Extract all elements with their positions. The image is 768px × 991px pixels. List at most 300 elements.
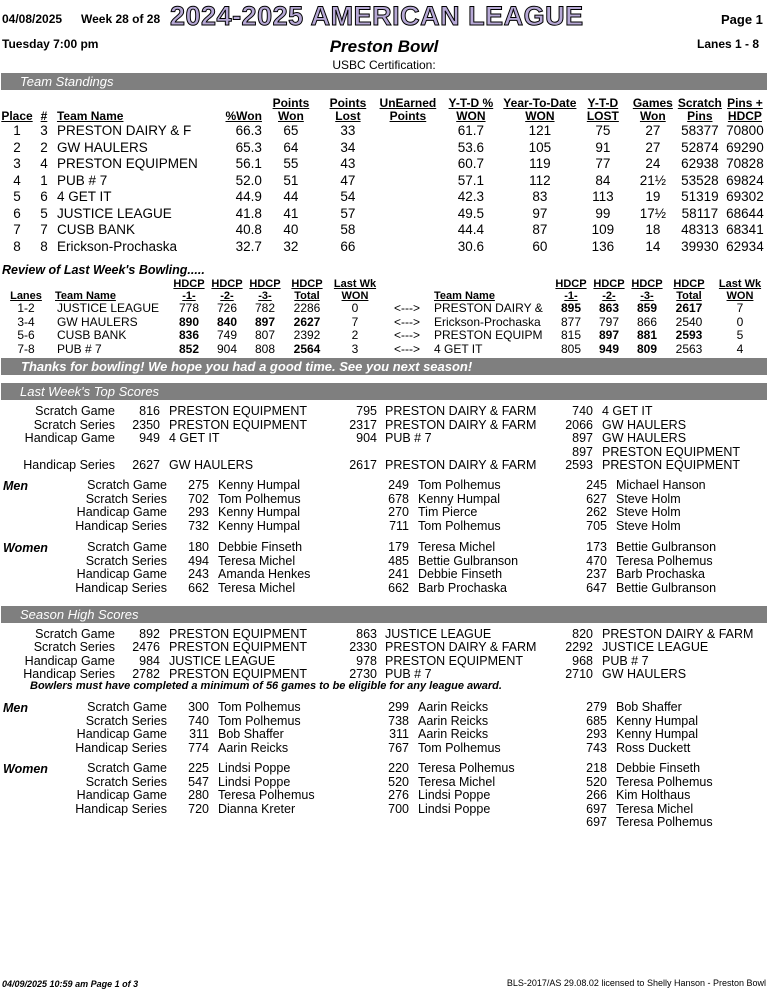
score-category: Scratch Series — [85, 553, 167, 568]
center-name: Preston Bowl — [329, 37, 439, 56]
score-value: 2593 — [565, 457, 593, 472]
score-value: 743 — [586, 740, 607, 755]
score-value: 276 — [388, 788, 409, 803]
team2-won: 4 — [736, 341, 744, 356]
score-value: 262 — [586, 505, 607, 520]
team2-name: Erickson-Prochaska — [434, 314, 541, 329]
men-group-label: Men — [3, 701, 28, 715]
place: 8 — [13, 238, 21, 254]
bowler-name: Kenny Humpal — [218, 478, 300, 492]
score-category: Handicap Series — [75, 580, 167, 595]
pins-hdcp: 69302 — [726, 189, 764, 204]
team1-won: 7 — [351, 314, 359, 329]
score-value: 300 — [188, 700, 209, 714]
league-title: 2024-2025 AMERICAN LEAGUE — [170, 1, 584, 31]
points-won: 44 — [283, 189, 299, 204]
bowler-name: Barb Prochaska — [418, 580, 507, 595]
bowler-name: Teresa Michel — [616, 801, 694, 816]
score-value: 243 — [188, 567, 209, 582]
score-category: Handicap Series — [23, 666, 115, 681]
score-value: 662 — [388, 580, 409, 595]
score-value: 2317 — [349, 417, 377, 432]
section-title: Season High Scores — [20, 607, 139, 622]
place: 3 — [13, 156, 21, 171]
score-value: 293 — [586, 727, 607, 742]
score-value: 2476 — [132, 640, 160, 655]
score-value: 662 — [188, 580, 209, 595]
score-category: Scratch Game — [35, 404, 115, 418]
score-team: PRESTON EQUIPMENT — [169, 627, 307, 641]
points-lost: 34 — [340, 139, 356, 155]
bowler-name: Tom Polhemus — [218, 491, 301, 506]
ytd-lost: 75 — [595, 123, 611, 138]
team2-total: 2593 — [675, 328, 703, 342]
score-value: 220 — [388, 761, 409, 775]
scratch-pins: 62938 — [681, 156, 719, 171]
standings-header-row — [0, 93, 768, 123]
score-value: 280 — [188, 788, 209, 803]
score-value: 720 — [188, 801, 209, 816]
score-value: 279 — [586, 700, 607, 714]
team1-won: 2 — [351, 328, 359, 342]
bowler-name: Kenny Humpal — [616, 713, 698, 728]
score-team: PRESTON EQUIPMENT — [602, 444, 740, 459]
section-title: Team Standings — [20, 74, 114, 89]
bowler-name: Ross Duckett — [616, 740, 691, 755]
games-won: 14 — [645, 238, 661, 254]
ytd-won: 60 — [532, 238, 548, 254]
score-value: 892 — [139, 627, 160, 641]
col-games-won: Games Won — [632, 96, 673, 123]
ytd-lost: 91 — [595, 139, 611, 155]
score-category: Scratch Series — [33, 417, 115, 432]
team2-game: 897 — [598, 328, 620, 342]
bowler-name: Lindsi Poppe — [418, 801, 491, 816]
score-value: 485 — [388, 553, 409, 568]
bowler-name: Steve Holm — [616, 518, 681, 533]
bowler-name: Kenny Humpal — [218, 505, 300, 520]
team1-name: GW HAULERS — [57, 314, 138, 329]
pct-won: 56.1 — [235, 156, 262, 171]
score-category: Scratch Series — [85, 713, 167, 728]
score-team: JUSTICE LEAGUE — [602, 640, 709, 655]
score-team: PRESTON EQUIPMENT — [169, 404, 307, 418]
day-time: Tuesday 7:00 pm — [2, 37, 99, 51]
score-value: 237 — [586, 567, 607, 582]
col-points-lost: Points Lost — [329, 96, 367, 123]
points-lost: 47 — [340, 172, 356, 188]
pins-hdcp: 69290 — [726, 139, 764, 155]
team1-total: 2392 — [293, 328, 321, 342]
pct-won: 44.9 — [235, 189, 262, 204]
points-won: 51 — [283, 172, 299, 188]
bowler-name: Lindsi Poppe — [418, 788, 491, 803]
col-ytd-pct: Y-T-D % WON — [448, 96, 494, 123]
score-value: 705 — [586, 518, 607, 533]
standings-row — [0, 189, 768, 206]
unearned-points — [376, 156, 440, 173]
col-unearned: UnEarned Points — [379, 96, 437, 123]
bowler-name: Teresa Michel — [418, 540, 496, 554]
team2-game: 866 — [636, 314, 658, 329]
team-name: PRESTON DAIRY & F — [56, 123, 192, 138]
ytd-pct: 30.6 — [457, 238, 485, 254]
score-value: 700 — [388, 801, 409, 816]
score-category: Handicap Series — [23, 457, 115, 472]
score-value: 863 — [356, 627, 377, 641]
team-number: 7 — [40, 222, 48, 237]
score-team: PRESTON DAIRY & FARM — [385, 404, 537, 418]
bowler-name: Aarin Reicks — [418, 700, 489, 714]
unearned-points — [376, 222, 440, 239]
games-won: 17½ — [639, 205, 666, 221]
week-label: Week 28 of 28 — [81, 12, 161, 26]
team2-game: 949 — [598, 341, 620, 356]
score-value: 738 — [388, 713, 409, 728]
bowler-name: Bettie Gulbranson — [616, 540, 717, 554]
score-value: 2330 — [349, 640, 377, 655]
team1-game: 904 — [216, 341, 238, 356]
unearned-points — [376, 206, 440, 223]
standings-row — [0, 123, 768, 140]
team1-won: 0 — [351, 301, 359, 315]
men-group-label: Men — [3, 479, 28, 493]
points-won: 32 — [283, 238, 299, 254]
team2-won: 5 — [736, 328, 744, 342]
bowler-name: Lindsi Poppe — [218, 761, 291, 775]
pins-hdcp: 69824 — [726, 172, 764, 188]
col-t2-won: Last Wk WON — [718, 278, 762, 302]
print-stamp: 04/09/2025 10:59 am Page 1 of 3 — [2, 979, 139, 989]
place: 2 — [13, 139, 21, 155]
ytd-won: 83 — [532, 189, 548, 204]
col-t2-g2: HDCP -2- — [593, 278, 625, 302]
standings-table — [0, 93, 768, 255]
points-won: 40 — [283, 222, 299, 237]
team-number: 1 — [40, 172, 48, 188]
pct-won: 52.0 — [235, 172, 262, 188]
score-value: 816 — [139, 404, 160, 418]
ytd-lost: 136 — [591, 238, 615, 254]
versus-arrow: <---> — [393, 328, 420, 342]
col-points-won: Points Won — [272, 96, 310, 123]
score-value: 494 — [188, 553, 209, 568]
score-team: PRESTON DAIRY & FARM — [385, 417, 537, 432]
score-value: 2730 — [349, 666, 377, 681]
score-team: PUB # 7 — [602, 653, 649, 668]
score-value: 740 — [572, 404, 593, 418]
ytd-lost: 84 — [595, 172, 611, 188]
bowler-name: Teresa Polhemus — [616, 815, 713, 830]
score-team: GW HAULERS — [169, 457, 254, 472]
pct-won: 41.8 — [235, 205, 262, 221]
score-team: PRESTON EQUIPMENT — [385, 653, 523, 668]
bowler-name: Bob Shaffer — [616, 700, 682, 714]
points-lost: 66 — [340, 238, 356, 254]
score-value: 547 — [188, 774, 209, 789]
ytd-pct: 53.6 — [457, 139, 485, 155]
scratch-pins: 39930 — [681, 238, 719, 254]
ytd-won: 119 — [529, 156, 551, 171]
standings-row — [0, 140, 768, 157]
ytd-won: 121 — [528, 123, 552, 138]
col-scratch-pins: Scratch Pins — [677, 96, 722, 123]
score-value: 520 — [586, 774, 607, 789]
score-category: Scratch Game — [87, 540, 167, 554]
pins-hdcp: 68644 — [726, 205, 764, 221]
pct-won: 40.8 — [235, 222, 262, 237]
col-pct-won: %Won — [225, 109, 262, 123]
score-value: 225 — [188, 761, 209, 775]
scratch-pins: 58117 — [681, 205, 719, 221]
bowler-name: Aarin Reicks — [418, 713, 489, 728]
pins-hdcp: 70828 — [726, 156, 764, 171]
bowler-name: Kenny Humpal — [616, 727, 698, 742]
team-number: 3 — [40, 123, 48, 138]
score-value: 270 — [388, 505, 409, 520]
scratch-pins: 48313 — [681, 222, 719, 237]
team2-name: PRESTON DAIRY & — [434, 301, 543, 315]
license-text: BLS-2017/AS 29.08.02 licensed to Shelly Hanson - Preston Bowl — [506, 978, 766, 988]
points-lost: 33 — [340, 123, 356, 138]
score-team: PRESTON EQUIPMENT — [169, 666, 307, 681]
standings-row — [0, 173, 768, 190]
bowler-name: Debbie Finseth — [218, 540, 303, 554]
team1-game: 840 — [216, 314, 238, 329]
lanes: 1-2 — [17, 301, 35, 315]
games-won: 27 — [645, 139, 661, 155]
team2-won: 0 — [736, 314, 744, 329]
bowler-name: Debbie Finseth — [418, 567, 503, 582]
place: 6 — [13, 205, 21, 221]
team1-game: 726 — [216, 301, 238, 315]
points-won: 65 — [283, 123, 299, 138]
bowler-name: Teresa Polhemus — [418, 761, 515, 775]
team-name: CUSB BANK — [56, 222, 135, 237]
versus-arrow: <---> — [393, 314, 420, 329]
games-won: 19 — [645, 189, 661, 204]
bowler-name: Teresa Michel — [418, 774, 496, 789]
score-value: 241 — [388, 567, 409, 582]
score-value: 180 — [188, 540, 209, 554]
score-team: PRESTON DAIRY & FARM — [385, 640, 537, 655]
score-category: Handicap Game — [76, 505, 167, 520]
team2-game: 809 — [636, 341, 658, 356]
col-number: # — [40, 109, 48, 123]
lanes: 3-4 — [17, 314, 35, 329]
score-value: 266 — [586, 788, 607, 803]
score-value: 897 — [572, 431, 593, 445]
team-name: GW HAULERS — [56, 139, 148, 155]
scratch-pins: 58377 — [681, 123, 719, 138]
women-group-label: Women — [3, 762, 48, 776]
points-lost: 54 — [340, 189, 356, 204]
score-value: 218 — [586, 761, 607, 775]
team1-game: 897 — [254, 314, 276, 329]
team2-game: 805 — [560, 341, 582, 356]
team1-game: 890 — [178, 314, 200, 329]
team2-total: 2540 — [675, 314, 703, 329]
score-category: Handicap Game — [24, 431, 115, 445]
team1-name: JUSTICE LEAGUE — [57, 301, 160, 315]
team2-won: 7 — [736, 301, 744, 315]
score-category: Handicap Game — [76, 788, 167, 803]
col-t2-g3: HDCP -3- — [631, 278, 663, 302]
score-category: Handicap Series — [75, 740, 167, 755]
ytd-won: 87 — [532, 222, 548, 237]
bowler-name: Aarin Reicks — [218, 740, 289, 755]
score-category: Handicap Game — [76, 567, 167, 582]
place: 7 — [13, 222, 21, 237]
bowler-name: Aarin Reicks — [418, 727, 489, 742]
top-scores-header — [1, 383, 767, 400]
points-won: 55 — [283, 156, 299, 171]
team1-won: 3 — [351, 341, 359, 356]
col-t1-won: Last Wk WON — [333, 278, 377, 302]
team1-name: CUSB BANK — [57, 328, 127, 342]
bowler-name: Tom Polhemus — [218, 713, 301, 728]
score-category: Scratch Game — [87, 700, 167, 714]
bowler-name: Teresa Michel — [218, 553, 296, 568]
col-pins-hdcp: Pins + HDCP — [727, 96, 763, 123]
review-row — [0, 343, 768, 357]
score-team: JUSTICE LEAGUE — [169, 653, 276, 668]
ytd-won: 105 — [528, 139, 552, 155]
team-number: 6 — [40, 189, 48, 204]
score-category: Scratch Series — [33, 640, 115, 655]
ytd-pct: 44.4 — [457, 222, 485, 237]
team1-total: 2286 — [293, 301, 321, 315]
games-won: 24 — [645, 156, 661, 171]
eligibility-note: Bowlers must have completed a minimum of 56 games to be eligible for any league award. — [30, 680, 502, 692]
score-value: 470 — [586, 553, 607, 568]
score-value: 820 — [572, 627, 593, 641]
score-value: 711 — [389, 518, 409, 533]
bowler-name: Steve Holm — [616, 505, 681, 520]
team1-game: 807 — [254, 328, 276, 342]
score-category: Handicap Series — [75, 801, 167, 816]
team1-total: 2564 — [293, 341, 321, 356]
col-t1-g1: HDCP -1- — [173, 278, 205, 302]
score-value: 949 — [139, 431, 160, 445]
bowler-name: Kenny Humpal — [218, 518, 300, 533]
col-place: Place — [1, 109, 33, 123]
team-number: 2 — [40, 139, 48, 155]
bowler-name: Kim Holthaus — [616, 788, 691, 803]
team1-game: 808 — [254, 341, 276, 356]
score-value: 2066 — [565, 417, 593, 432]
score-value: 245 — [586, 478, 607, 492]
score-team: PUB # 7 — [385, 431, 432, 445]
col-t2-g1: HDCP -1- — [555, 278, 587, 302]
ytd-pct: 57.1 — [457, 172, 485, 188]
team1-game: 749 — [216, 328, 238, 342]
score-team: PRESTON EQUIPMENT — [169, 417, 307, 432]
pins-hdcp: 62934 — [726, 238, 764, 254]
score-value: 2617 — [349, 457, 377, 472]
score-value: 2710 — [565, 666, 593, 681]
score-value: 249 — [388, 478, 409, 492]
team-number: 8 — [40, 238, 48, 254]
score-team: GW HAULERS — [602, 431, 687, 445]
games-won: 18 — [645, 222, 661, 237]
score-value: 685 — [586, 713, 607, 728]
bowler-name: Debbie Finseth — [616, 761, 701, 775]
bowler-name: Tom Polhemus — [418, 478, 501, 492]
ytd-pct: 61.7 — [457, 123, 485, 138]
team2-game: 863 — [598, 301, 620, 315]
score-value: 2292 — [565, 640, 593, 655]
points-lost: 58 — [340, 222, 356, 237]
bowler-name: Tom Polhemus — [418, 740, 501, 755]
score-value: 678 — [388, 491, 409, 506]
score-value: 293 — [188, 505, 209, 520]
score-category: Scratch Series — [85, 774, 167, 789]
score-category: Handicap Series — [75, 518, 167, 533]
pct-won: 66.3 — [235, 123, 262, 138]
score-team: GW HAULERS — [602, 666, 687, 681]
score-category: Handicap Game — [76, 727, 167, 742]
bowler-name: Amanda Henkes — [218, 567, 311, 582]
review-title: Review of Last Week's Bowling..... — [2, 263, 205, 277]
score-value: 732 — [188, 518, 209, 533]
review-row — [0, 329, 768, 343]
score-category: Handicap Game — [24, 653, 115, 668]
team1-game: 836 — [178, 328, 200, 342]
pct-won: 65.3 — [235, 139, 262, 155]
unearned-points — [376, 173, 440, 190]
review-row — [0, 316, 768, 330]
score-value: 767 — [388, 740, 409, 755]
place: 5 — [13, 189, 21, 204]
versus-arrow: <---> — [393, 301, 420, 315]
col-ytd-lost: Y-T-D LOST — [586, 96, 619, 123]
score-team: JUSTICE LEAGUE — [385, 627, 492, 641]
review-row — [0, 302, 768, 316]
col-t1-g3: HDCP -3- — [249, 278, 281, 302]
team2-game: 881 — [636, 328, 658, 342]
score-value: 311 — [389, 727, 409, 742]
score-value: 968 — [572, 653, 593, 668]
unearned-points — [376, 239, 440, 256]
points-won: 41 — [283, 205, 299, 221]
unearned-points — [376, 189, 440, 206]
team2-game: 815 — [560, 328, 582, 342]
team-name: JUSTICE LEAGUE — [56, 205, 172, 221]
score-value: 2627 — [132, 457, 160, 472]
score-value: 984 — [139, 653, 160, 668]
scratch-pins: 51319 — [681, 189, 719, 204]
score-team: PRESTON EQUIPMENT — [602, 457, 740, 472]
score-value: 795 — [356, 404, 377, 418]
team-number: 4 — [40, 156, 48, 171]
page-number: Page 1 — [721, 12, 763, 27]
women-group-label: Women — [3, 541, 48, 555]
ytd-lost: 113 — [592, 189, 614, 204]
score-category: Scratch Series — [85, 491, 167, 506]
lanes-range: Lanes 1 - 8 — [697, 37, 760, 51]
col-ytd-won: Year-To-Date WON — [503, 96, 577, 123]
pins-hdcp: 70800 — [726, 123, 764, 138]
score-value: 173 — [586, 540, 607, 554]
games-won: 21½ — [639, 172, 666, 188]
bowler-name: Steve Holm — [616, 491, 681, 506]
team-number: 5 — [40, 205, 48, 221]
team1-total: 2627 — [293, 314, 321, 329]
standings-row — [0, 222, 768, 239]
bowler-name: Tom Polhemus — [218, 700, 301, 714]
place: 4 — [13, 172, 21, 188]
